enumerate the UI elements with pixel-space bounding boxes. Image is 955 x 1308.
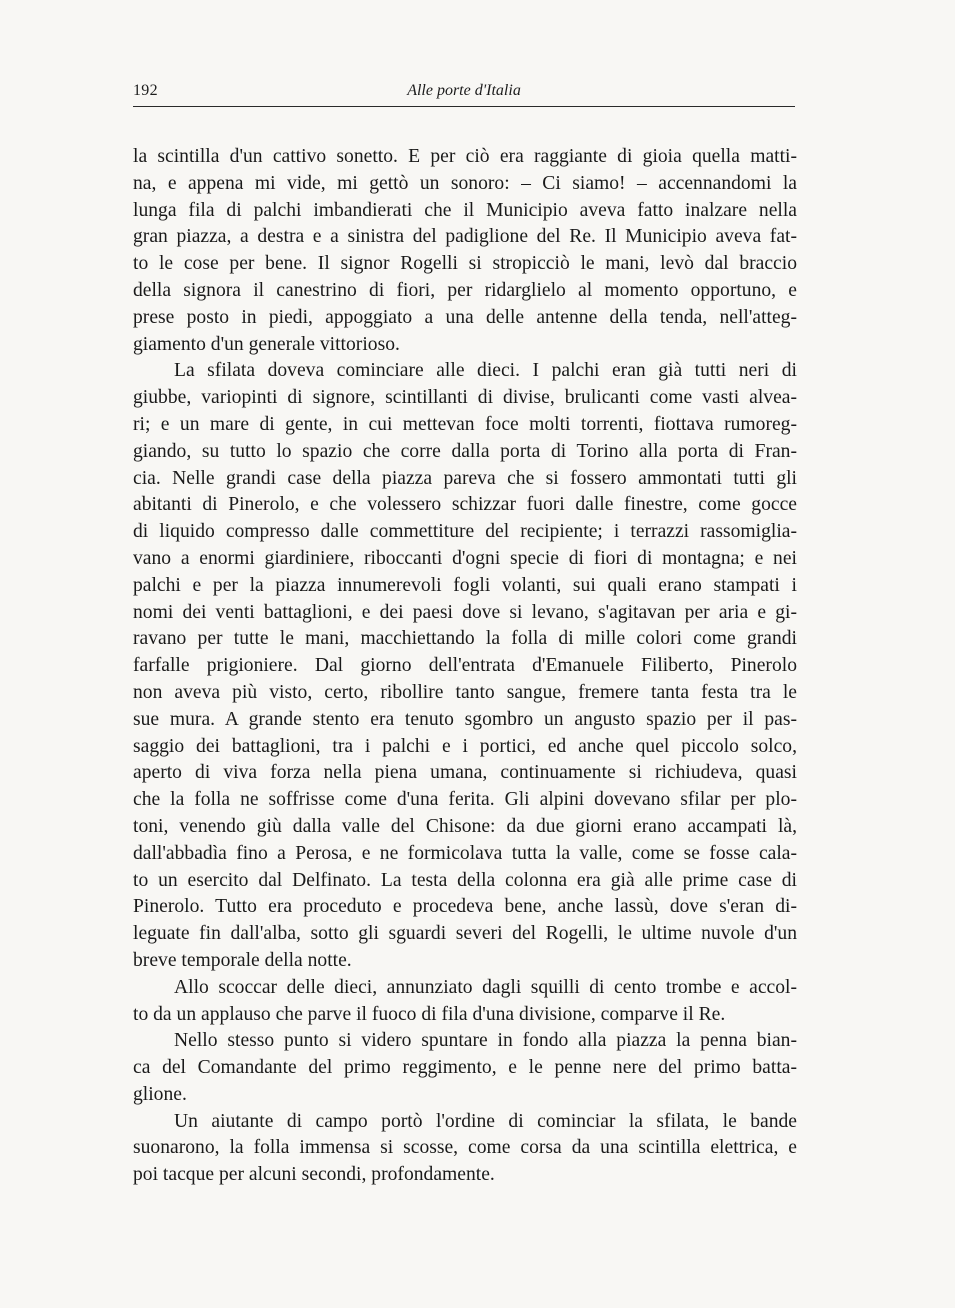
text-line: abitanti di Pinerolo, e che volessero schizzar fuori dalle finestre, come gocce <box>133 494 797 516</box>
text-line: Pinerolo. Tutto era proceduto e procedeva bene, anche lassù, dove s'eran di- <box>133 896 797 918</box>
text-line: breve temporale della notte. <box>133 949 352 971</box>
text-line: di liquido compresso dalle commettiture del recipiente; i terrazzi rassomiglia- <box>133 521 797 543</box>
text-line: nomi dei venti battaglioni, e dei paesi dove si levano, s'agitavan per aria e gi- <box>133 601 797 623</box>
text-line: ri; e un mare di gente, in cui mettevan foce molti torrenti, fiottava rumoreg- <box>133 413 797 435</box>
text-line: lunga fila di palchi imbandierati che il Municipio aveva fatto inalzare nella <box>133 199 797 221</box>
text-line: to un esercito dal Delfinato. La testa della colonna era già alle prime case di <box>133 869 797 891</box>
text-line: La sfilata doveva cominciare alle dieci. I palchi eran già tutti neri di <box>174 360 797 382</box>
text-line: prese posto in piedi, appoggiato a una delle antenne della tenda, nell'atteg- <box>133 306 797 328</box>
text-line: Nello stesso punto si videro spuntare in fondo alla piazza la penna bian- <box>174 1030 797 1052</box>
text-line: non aveva più visto, certo, ribollire tanto sangue, fremere tanta festa tra le <box>133 681 797 703</box>
text-line: che la folla ne soffrisse come d'una ferita. Gli alpini dovevano sfilar per plo- <box>133 789 797 811</box>
body-text <box>133 144 797 1189</box>
text-line: giamento d'un generale vittorioso. <box>133 333 400 355</box>
text-line: palchi e per la piazza innumerevoli fogli volanti, sui quali erano stampati i <box>133 574 797 596</box>
text-line: gran piazza, a destra e a sinistra del padiglione del Re. Il Municipio aveva fat- <box>133 226 797 248</box>
text-line: giando, su tutto lo spazio che corre dalla porta di Torino alla porta di Fran- <box>133 440 797 462</box>
text-line: toni, venendo giù dalla valle del Chisone: da due giorni erano accampati là, <box>133 815 797 837</box>
text-line: to da un applauso che parve il fuoco di fila d'una divisione, comparve il Re. <box>133 1003 726 1025</box>
text-line: giubbe, variopinti di signore, scintillanti di divise, brulicanti come vasti alvea- <box>133 387 797 409</box>
text-line: Un aiutante di campo portò l'ordine di cominciar la sfilata, le bande <box>174 1110 797 1132</box>
text-line: poi tacque per alcuni secondi, profondamente. <box>133 1164 495 1186</box>
text-line: saggio dei battaglioni, tra i palchi e i portici, ed anche quel piccolo solco, <box>133 735 797 757</box>
text-line: ravano per tutte le mani, macchiettando la folla di mille colori come grandi <box>133 628 797 650</box>
text-line: vano a enormi giardiniere, riboccanti d'ogni specie di fiori di montagna; e nei <box>133 547 797 569</box>
text-line: na, e appena mi vide, mi gettò un sonoro: – Ci siamo! – accennandomi la <box>133 172 797 194</box>
text-line: glione. <box>133 1083 187 1105</box>
text-line: farfalle prigioniere. Dal giorno dell'entrata d'Emanuele Filiberto, Pinerolo <box>133 655 797 677</box>
text-line: Allo scoccar delle dieci, annunziato dagli squilli di cento trombe e accol- <box>174 976 797 998</box>
text-line: to le cose per bene. Il signor Rogelli si stropicciò le mani, levò dal braccio <box>133 253 797 275</box>
text-line: dall'abbadìa fino a Perosa, e ne formicolava tutta la valle, come se fosse cala- <box>133 842 797 864</box>
text-line: cia. Nelle grandi case della piazza pareva che si fossero ammontati tutti gli <box>133 467 797 489</box>
page-header <box>133 80 795 107</box>
text-line: suonarono, la folla immensa si scosse, come corsa da una scintilla elettrica, e <box>133 1137 797 1159</box>
text-line: la scintilla d'un cattivo sonetto. E per ciò era raggiante di gioia quella matti- <box>133 146 797 167</box>
running-title: Alle porte d'Italia <box>407 82 521 99</box>
page-number: 192 <box>133 82 158 99</box>
text-line: leguate fin dall'alba, sotto gli sguardi severi del Rogelli, le ultime nuvole d'un <box>133 923 797 945</box>
text-line: aperto di viva forza nella piena umana, continuamente si richiudeva, quasi <box>133 762 797 784</box>
text-line: sue mura. A grande stento era tenuto sgombro un angusto spazio per il pas- <box>133 708 797 730</box>
text-line: ca del Comandante del primo reggimento, e le penne nere del primo batta- <box>133 1057 797 1079</box>
text-line: della signora il canestrino di fiori, per ridarglielo al momento opportuno, e <box>133 279 797 301</box>
